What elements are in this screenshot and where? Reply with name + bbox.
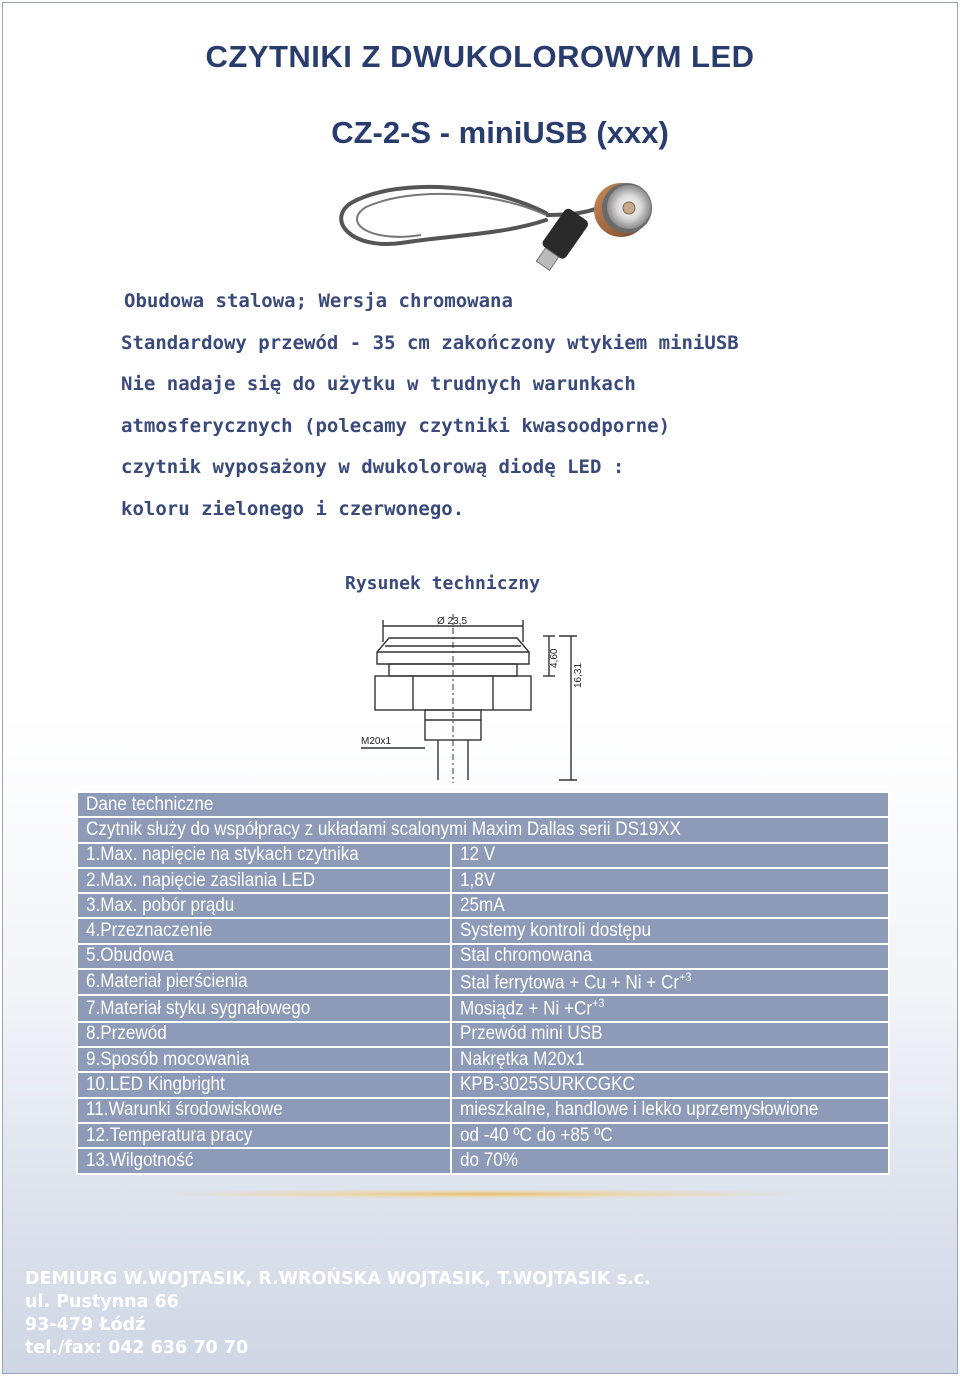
- spec-value-text: Przewód mini USB: [460, 1023, 603, 1045]
- spec-row: [77, 995, 889, 1021]
- spec-value-text: do 70%: [460, 1149, 519, 1171]
- spec-row: [77, 893, 889, 918]
- company-street: ul. Pustynna 66: [25, 1292, 179, 1312]
- spec-label: 2.Max. napięcie zasilania LED: [86, 869, 316, 891]
- spec-label: 6.Materiał pierścienia: [86, 971, 248, 993]
- spec-value-text: KPB-3025SURKCGKC: [460, 1073, 635, 1095]
- usb-plug: [531, 207, 589, 274]
- spec-value: [460, 1023, 603, 1045]
- specs-table: [76, 791, 890, 1175]
- spec-value: [460, 870, 495, 892]
- spec-value: [460, 1074, 635, 1096]
- spec-label: 1.Max. napięcie na stykach czytnika: [86, 844, 359, 866]
- spec-row: [77, 843, 889, 868]
- spec-value-text: Stal ferrytowa + Cu + Ni + Cr: [460, 972, 680, 994]
- spec-value-text: od -40 ºC do +85 ºC: [460, 1124, 613, 1146]
- description-line: Standardowy przewód - 35 cm zakończony wtykiem miniUSB: [121, 331, 739, 354]
- spec-value-text: 12 V: [460, 844, 496, 866]
- dim-height-total-label: 16,31: [573, 662, 584, 688]
- spec-value-text: 1,8V: [460, 869, 496, 891]
- spec-value: [460, 996, 604, 1020]
- spec-value: [460, 920, 651, 942]
- spec-row: [77, 918, 889, 943]
- spec-row: [77, 868, 889, 893]
- spec-row: [77, 944, 889, 969]
- spec-value-text: 25mA: [460, 894, 505, 916]
- spec-value: [460, 945, 592, 967]
- spec-value-superscript: +3: [679, 970, 692, 985]
- spec-label: 4.Przeznaczenie: [86, 920, 213, 942]
- company-name: DEMIURG W.WOJTASIK, R.WROŃSKA WOJTASIK, T.WOJTASIK s.c.: [25, 1269, 651, 1289]
- spec-value-text: Nakrętka M20x1: [460, 1048, 585, 1070]
- spec-row: [77, 969, 889, 995]
- spec-label: 7.Materiał styku sygnałowego: [86, 997, 311, 1019]
- spec-value: [460, 844, 495, 866]
- specs-header-row: [77, 792, 889, 817]
- spec-label: 8.Przewód: [86, 1023, 167, 1045]
- spec-value: [460, 1099, 818, 1121]
- description-line: koloru zielonego i czerwonego.: [121, 497, 465, 520]
- description-line: czytnik wyposażony w dwukolorową diodę LED :: [121, 456, 625, 478]
- spec-row: [77, 1123, 889, 1148]
- specs-header: Dane techniczne: [86, 793, 214, 815]
- spec-value: [460, 1049, 585, 1071]
- spec-label: 5.Obudowa: [86, 945, 174, 967]
- description-line: Nie nadaje się do użytku w trudnych warunkach: [121, 373, 636, 395]
- specs-intro-row: [77, 817, 889, 842]
- decorative-divider: [163, 1189, 803, 1199]
- spec-value-text: Mosiądz + Ni +Cr: [460, 998, 593, 1020]
- product-photo: [331, 175, 681, 285]
- drawing-title: Rysunek techniczny: [345, 573, 541, 594]
- dim-thread-label: M20x1: [361, 736, 392, 747]
- spec-row: [77, 1148, 889, 1173]
- description-line: atmosferycznych (polecamy czytniki kwasoodporne): [121, 414, 671, 437]
- spec-row: [77, 1022, 889, 1047]
- product-description: [121, 281, 901, 530]
- company-city: 93-479 Łódź: [25, 1315, 146, 1335]
- spec-label: 3.Max. pobór prądu: [86, 894, 235, 916]
- spec-row: [77, 1072, 889, 1097]
- spec-label: 11.Warunki środowiskowe: [86, 1099, 283, 1121]
- spec-label: 10.LED Kingbright: [86, 1073, 225, 1095]
- spec-value-superscript: +3: [592, 996, 605, 1011]
- spec-row: [77, 1098, 889, 1123]
- dim-diameter-label: Ø 23,5: [437, 616, 468, 627]
- page-title: CZYTNIKI Z DWUKOLOROWYM LED: [205, 39, 755, 74]
- spec-value: [460, 1150, 518, 1172]
- dim-height-top-label: 4,60: [549, 648, 560, 668]
- spec-label: 13.Wilgotność: [86, 1149, 194, 1171]
- description-line: Obudowa stalowa; Wersja chromowana: [124, 290, 513, 312]
- spec-value: [460, 895, 505, 917]
- spec-label: 9.Sposób mocowania: [86, 1048, 250, 1070]
- technical-drawing: [343, 608, 613, 783]
- page: [2, 2, 958, 1374]
- product-code: CZ-2-S - miniUSB (xxx): [331, 115, 669, 150]
- spec-value-text: Systemy kontroli dostępu: [460, 920, 652, 942]
- company-footer: [25, 1268, 651, 1360]
- spec-value: [460, 1125, 613, 1147]
- spec-label: 12.Temperatura pracy: [86, 1124, 253, 1146]
- specs-intro: Czytnik służy do współpracy z układami scalonymi Maxim Dallas serii DS19XX: [86, 818, 681, 840]
- spec-value-text: mieszkalne, handlowe i lekko uprzemysłowione: [460, 1099, 819, 1121]
- spec-value-text: Stal chromowana: [460, 945, 593, 967]
- spec-value: [460, 970, 691, 994]
- spec-row: [77, 1047, 889, 1072]
- company-phone: tel./fax: 042 636 70 70: [25, 1338, 249, 1358]
